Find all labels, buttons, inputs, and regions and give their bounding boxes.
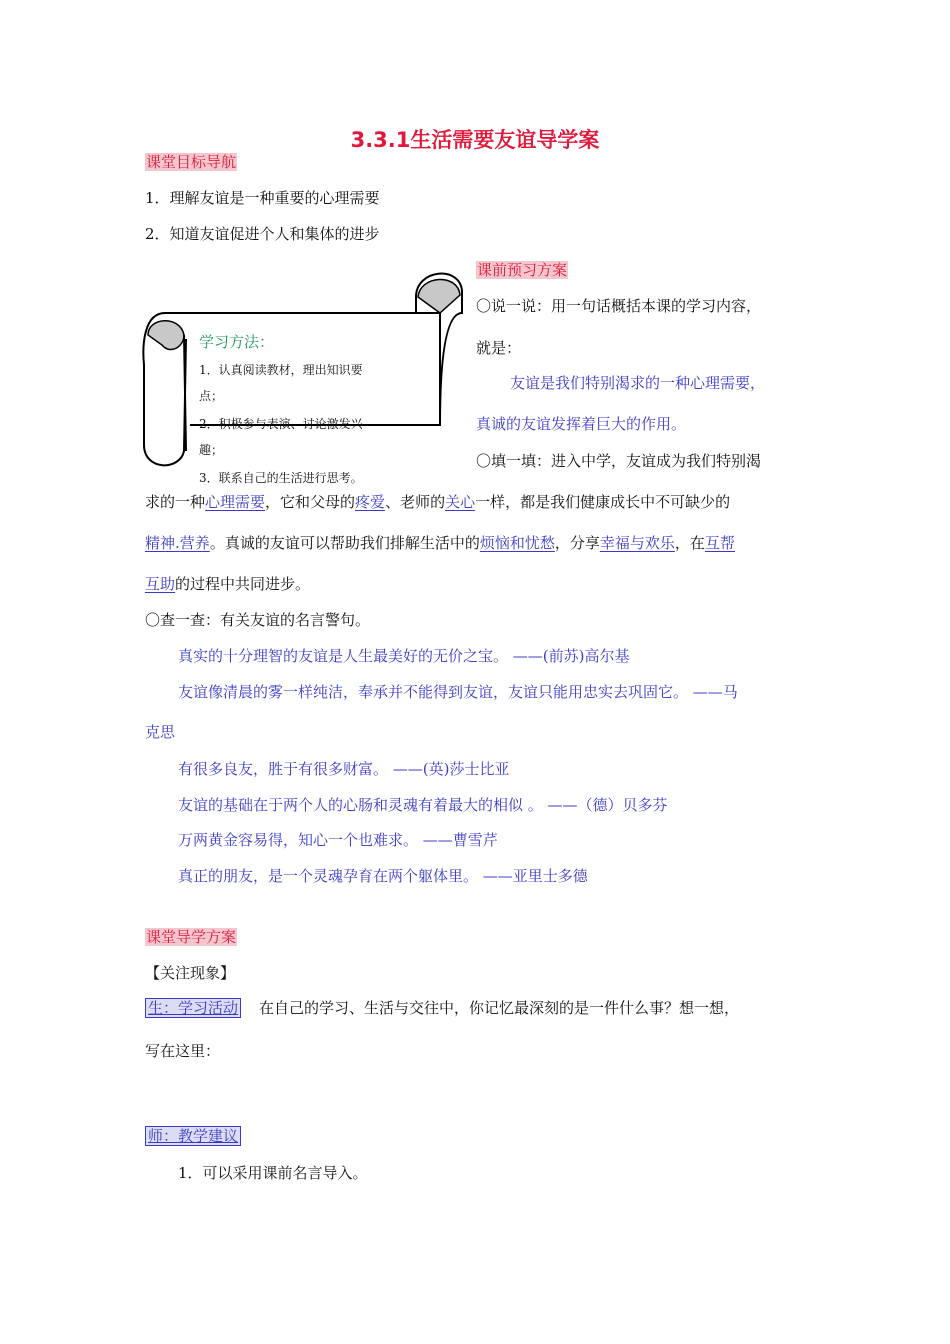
quote-2-cont: 克思 bbox=[145, 723, 176, 741]
fill-text: 的过程中共同进步。 bbox=[175, 575, 311, 593]
fill-answer: 幸福与欢乐 bbox=[599, 534, 675, 552]
preview-heading: 课前预习方案 bbox=[477, 261, 568, 279]
scroll-line-3: 2．积极参与表演、讨论激发兴 bbox=[199, 417, 363, 431]
section-heading-guide bbox=[145, 927, 237, 947]
scroll-line-4: 趣； bbox=[199, 443, 224, 457]
fill-text: 一样，都是我们健康成长中不可缺少的 bbox=[475, 493, 731, 511]
guide-heading: 课堂导学方案 bbox=[146, 928, 237, 946]
goal-item-2: 2．知道友谊促进个人和集体的进步 bbox=[145, 225, 380, 243]
quote-1: 真实的十分理智的友谊是人生最美好的无价之宝。 ——(前苏)高尔基 bbox=[178, 647, 630, 665]
fill-answer: 烦恼和忧愁 bbox=[479, 534, 555, 552]
fill-text: 、老师的 bbox=[385, 493, 446, 511]
student-activity-row bbox=[145, 998, 739, 1018]
quote-6: 真正的朋友，是一个灵魂孕育在两个躯体里。 ——亚里士多德 bbox=[178, 867, 588, 885]
quote-5: 万两黄金容易得，知心一个也难求。 ——曹雪芹 bbox=[178, 831, 498, 849]
scroll-line-1: 1．认真阅读教材，理出知识要 bbox=[199, 363, 363, 377]
say-line-1: 〇说一说：用一句话概括本课的学习内容， bbox=[476, 297, 762, 315]
fill-text: ，它和父母的 bbox=[265, 493, 356, 511]
teacher-row bbox=[145, 1126, 241, 1146]
quote-4: 友谊的基础在于两个人的心肠和灵魂有着最大的相似 。 ——（德）贝多芬 bbox=[178, 796, 668, 814]
goal-item-1: 1．理解友谊是一种重要的心理需要 bbox=[145, 189, 380, 207]
fill-answer: 精神 bbox=[145, 534, 176, 552]
fill-line-2 bbox=[145, 492, 730, 512]
fill-text: ，分享 bbox=[554, 534, 600, 552]
fill-sep: . bbox=[175, 534, 180, 552]
fill-line-1: 〇填一填：进入中学，友谊成为我们特别渴 bbox=[476, 452, 762, 470]
fill-answer: 关心 bbox=[445, 493, 476, 511]
answer-line-2: 真诚的友谊发挥着巨大的作用。 bbox=[476, 415, 687, 433]
section-heading-preview bbox=[476, 260, 568, 280]
student-label: 生：学习活动 bbox=[145, 998, 241, 1018]
focus-label: 【关注现象】 bbox=[145, 964, 236, 982]
fill-text: ，在 bbox=[674, 534, 705, 552]
page-title: 3.3.1生活需要友谊导学案 bbox=[350, 128, 600, 152]
answer-line-1: 友谊是我们特别渴求的一种心理需要， bbox=[510, 374, 766, 392]
section-heading-goals bbox=[145, 152, 237, 172]
scroll-heading: 学习方法： bbox=[199, 333, 275, 351]
fill-text: 。真诚的友谊可以帮助我们排解生活中的 bbox=[209, 534, 480, 552]
teacher-label: 师：教学建议 bbox=[145, 1126, 241, 1146]
fill-answer: 心理需要 bbox=[205, 493, 266, 511]
fill-answer: 互帮 bbox=[704, 534, 735, 552]
student-text: 在自己的学习、生活与交往中，你记忆最深刻的是一件什么事？想一想， bbox=[259, 999, 740, 1017]
student-text-2: 写在这里： bbox=[145, 1042, 221, 1060]
quote-3: 有很多良友，胜于有很多财富。 ——(英)莎士比亚 bbox=[178, 760, 510, 778]
check-line: 〇查一查：有关友谊的名言警句。 bbox=[145, 611, 371, 629]
quote-2: 友谊像清晨的雾一样纯洁，奉承并不能得到友谊，友谊只能用忠实去巩固它。 ——马 bbox=[178, 683, 738, 701]
fill-answer: 互助 bbox=[145, 575, 176, 593]
fill-answer: 营养 bbox=[179, 534, 210, 552]
goals-heading: 课堂目标导航 bbox=[146, 153, 237, 171]
fill-line-3 bbox=[145, 533, 735, 553]
say-line-2: 就是： bbox=[476, 339, 522, 357]
fill-answer: 疼爱 bbox=[355, 493, 386, 511]
scroll-line-2: 点； bbox=[199, 389, 224, 403]
fill-text: 求的一种 bbox=[145, 493, 206, 511]
scroll-line-5: 3．联系自己的生活进行思考。 bbox=[199, 471, 363, 485]
fill-line-4 bbox=[145, 574, 310, 594]
teacher-item-1: 1．可以采用课前名言导入。 bbox=[178, 1164, 368, 1182]
